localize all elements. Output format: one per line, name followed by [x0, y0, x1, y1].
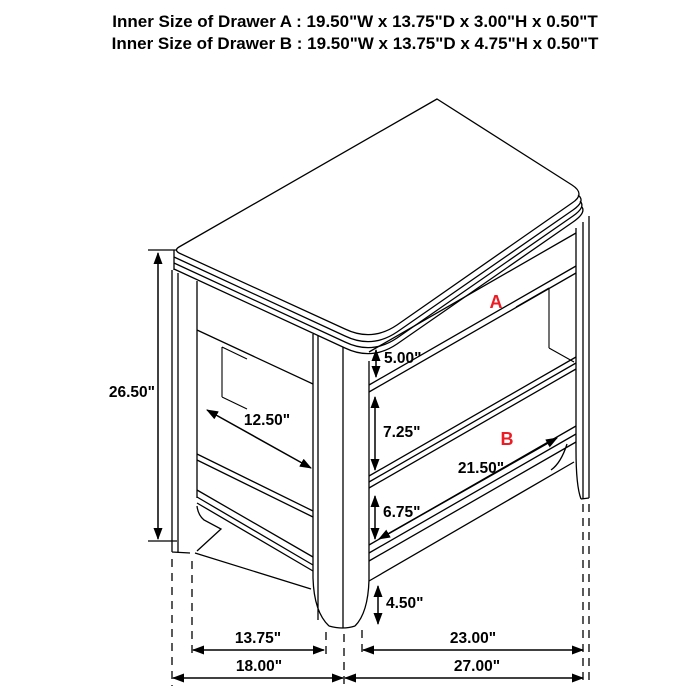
dim-drawer-b-width-value: 21.50": [457, 460, 505, 477]
dim-leg-height-value: 4.50": [386, 595, 424, 612]
drawer-b-label: B: [500, 429, 514, 449]
dim-side-leg-span-value: 13.75": [234, 630, 282, 647]
dim-front-leg-span-value: 23.00": [449, 630, 497, 647]
dim-front-leg-span: [363, 630, 583, 650]
dim-overall-depth-value: 18.00": [235, 658, 283, 675]
dim-drawer-a-opening: [376, 350, 422, 377]
drawer-a-label: A: [489, 292, 503, 312]
dim-leg-height: [378, 586, 424, 624]
header-line-1: Inner Size of Drawer A : 19.50"W x 13.75"D x 3.00"H x 0.50"T: [112, 12, 598, 31]
dim-shelf-depth: [207, 410, 311, 468]
drawer-a-front: [369, 233, 576, 392]
leg-front-center: [313, 334, 369, 628]
dim-overall-height: [109, 250, 177, 541]
dim-overall-height-value: 26.50": [108, 384, 155, 401]
leg-back-left: [172, 270, 221, 553]
tabletop: [174, 99, 583, 354]
dim-drawer-b-height-value: 6.75": [383, 504, 421, 521]
dim-shelf-depth-value: 12.50": [243, 412, 291, 429]
dim-drawer-a-opening-value: 5.00": [384, 350, 422, 367]
header-line-2: Inner Size of Drawer B : 19.50"W x 13.75"D x 4.75"H x 0.50"T: [111, 34, 599, 53]
dim-middle-opening-value: 7.25": [383, 424, 421, 441]
dim-overall-width-value: 27.00": [453, 658, 501, 675]
dim-drawer-b-height: [375, 496, 421, 539]
leg-front-right: [576, 216, 589, 499]
dim-overall-depth: [173, 658, 343, 678]
dim-overall-width: [345, 658, 583, 678]
interior-lines: [222, 288, 574, 409]
extension-lines: [172, 504, 589, 686]
dim-side-leg-span: [193, 630, 324, 650]
